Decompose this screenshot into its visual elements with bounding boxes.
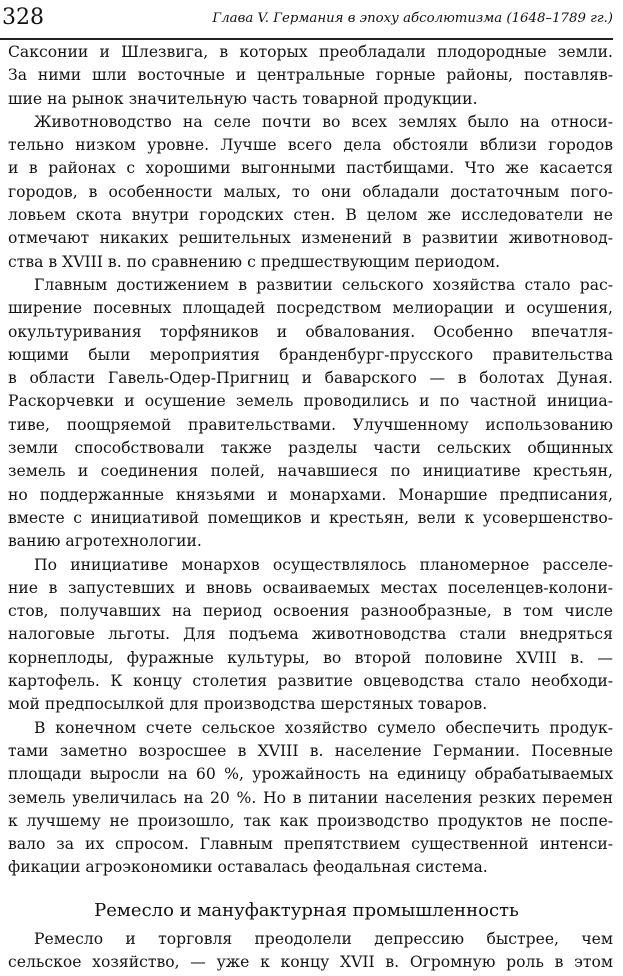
text-line: В конечном счете сельское хозяйство сумело обеспечить продук- xyxy=(34,718,613,737)
text-line: площади выросли на 60 %, урожайность на единицу обрабатываемых xyxy=(8,765,613,784)
text-line: ширение посевных площадей посредством мелиорации и осушения, xyxy=(8,299,613,318)
text-line: По инициативе монархов осуществлялось планомерное расселе- xyxy=(34,555,613,574)
paragraph xyxy=(8,274,613,554)
text-line: городов, в особенности малых, то они обладали достаточным пого- xyxy=(8,182,613,201)
text-line: Животноводство на селе почти во всех землях было на относи- xyxy=(34,112,613,131)
running-head: Глава V. Германия в эпоху абсолютизма (1648–1789 гг.) xyxy=(212,11,613,26)
text-line: но поддержанные князьями и монархами. Монаршие предписания, xyxy=(8,485,613,504)
text-line: и в районах с хорошими выгонными пастбищами. Что же касается xyxy=(8,159,613,178)
text-line: За ними шли восточные и центральные горные районы, поставляв- xyxy=(8,66,613,85)
text-line: Саксонии и Шлезвига, в которых преобладали плодородные земли. xyxy=(8,43,613,61)
text-line: ванию агротехнологии. xyxy=(8,532,202,551)
text-line: земель увеличилась на 20 %. Но в питании населения резких перемен xyxy=(8,788,613,807)
text-line: ющими были мероприятия бранденбург-прусского правительства xyxy=(8,345,613,364)
text-line: картофель. К концу столетия развитие овцеводства стало необходи- xyxy=(8,672,613,691)
page-number: 328 xyxy=(2,5,44,30)
section-heading: Ремесло и мануфактурная промышленность xyxy=(94,900,519,921)
paragraph xyxy=(8,41,613,111)
header-rule xyxy=(0,38,613,40)
text-line: мой предпосылкой для производства шерстяных товаров. xyxy=(8,695,488,714)
text-line: шие на рынок значительную часть товарной продукции. xyxy=(8,89,478,108)
text-line: ние в запустевших и вновь осваиваемых местах поселенцев-колони- xyxy=(8,578,613,597)
text-line: ловьем скота внутри городских стен. В целом же исследователи не xyxy=(8,206,613,225)
text-line: сельское хозяйство, — уже к концу XVII в. Огромную роль в этом xyxy=(8,953,613,972)
text-line: Ремесло и торговля преодолели депрессию быстрее, чем xyxy=(34,930,613,948)
paragraph xyxy=(8,717,613,880)
text-line: ства в XVIII в. по сравнению с предшествующим периодом. xyxy=(8,252,501,271)
text-line: земли способствовали также разделы части сельских общинных xyxy=(8,439,613,458)
text-line: стов, получавших на период освоения разнообразные, в том числе xyxy=(8,602,613,621)
text-line: Главным достижением в развитии сельского хозяйства стало рас- xyxy=(34,275,613,294)
text-line: окультуривания торфяников и обвалования. Особенно впечатля- xyxy=(8,322,613,341)
page-header xyxy=(0,4,613,36)
paragraph xyxy=(8,554,613,717)
text-line: к лучшему не произошло, так как производство продуктов не поспе- xyxy=(8,811,613,830)
text-line: вало за их спросом. Главным препятствием существенной интенси- xyxy=(8,835,613,854)
text-line: вместе с инициативой помещиков и крестьян, вели к усовершенство- xyxy=(8,508,613,527)
text-line: в области Гавель-Одер-Пригниц и баварского — в болотах Дуная. xyxy=(8,369,613,388)
text-line: тиве, поощряемой правительствами. Улучшенному использованию xyxy=(8,415,613,434)
body-text xyxy=(8,41,613,880)
text-line: земель и соединения полей, начавшиеся по инициативе крестьян, xyxy=(8,462,613,481)
paragraph xyxy=(8,111,613,274)
text-line: Раскорчевки и осушение земель проводились и по частной инициа- xyxy=(8,392,613,411)
text-line: тельно низком уровне. Лучше всего дела обстояли вблизи городов xyxy=(8,136,613,155)
text-line: отмечают никаких решительных изменений в развитии животновод- xyxy=(8,229,613,248)
section-body-text xyxy=(8,928,613,975)
text-line: корнеплоды, фуражные культуры, во второй половине XVIII в. — xyxy=(8,648,613,667)
text-line: тами заметно возросшее в XVIII в. население Германии. Посевные xyxy=(8,741,613,760)
text-line: фикации агроэкономики оставалась феодальная система. xyxy=(8,858,488,877)
text-line: налоговые льготы. Для подъема животноводства стали внедряться xyxy=(8,625,613,644)
